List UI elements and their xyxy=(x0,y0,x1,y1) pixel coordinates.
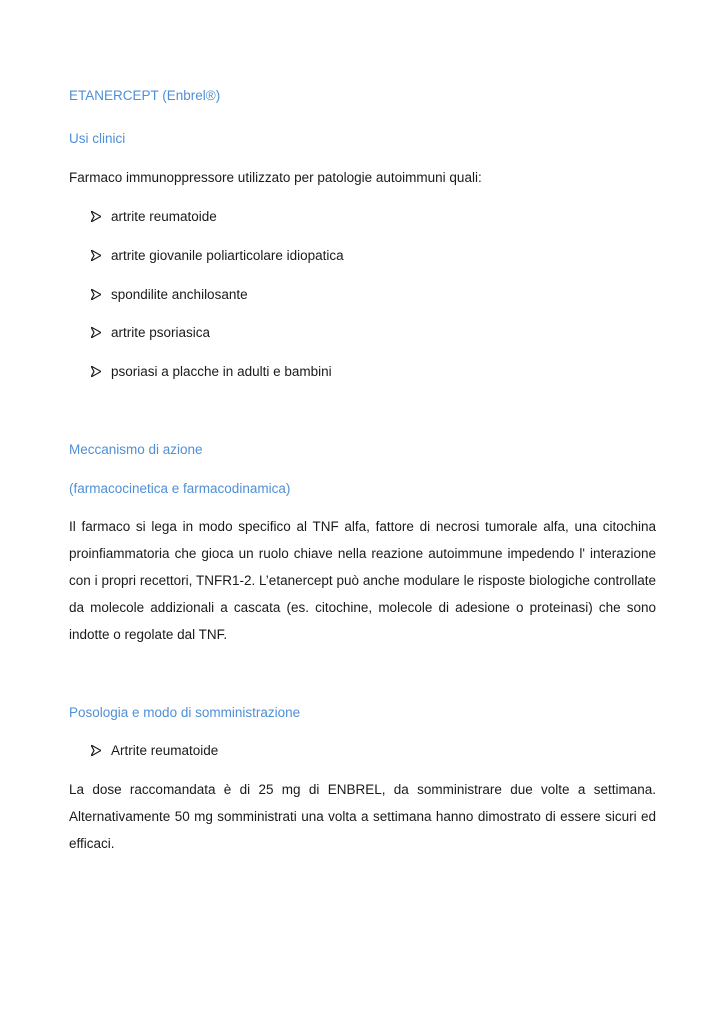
list-item xyxy=(91,287,248,303)
list-item-label: spondilite anchilosante xyxy=(111,287,248,302)
usi-clinici-intro: Farmaco immunoppressore utilizzato per patologie autoimmuni quali: xyxy=(69,170,482,185)
list-item xyxy=(91,743,218,759)
list-item xyxy=(91,325,210,341)
arrowhead-bullet-icon xyxy=(91,211,101,222)
list-item-label: artrite reumatoide xyxy=(111,209,217,224)
arrowhead-bullet-icon xyxy=(91,250,101,261)
paragraph-line: con i propri recettori, TNFR1-2. L’etanercept può anche modulare le risposte biologiche controllate xyxy=(69,573,656,588)
paragraph-line: La dose raccomandata è di 25 mg di ENBREL, da somministrare due volte a settimana. xyxy=(69,782,656,797)
list-item-label: psoriasi a placche in adulti e bambini xyxy=(111,364,332,379)
list-item-label: artrite psoriasica xyxy=(111,325,211,340)
paragraph-line: da molecole addizionali a cascata (es. citochine, molecole di adesione o proteinasi) che sono xyxy=(69,600,656,615)
paragraph-line: proinfiammatoria che gioca un ruolo chiave nella reazione autoimmune impedendo l' interazione xyxy=(69,546,656,561)
paragraph-line: Alternativamente 50 mg somministrati una volta a settimana hanno dimostrato di essere sicuri ed xyxy=(69,809,656,824)
list-item-label: Artrite reumatoide xyxy=(111,743,219,758)
section-heading-meccanismo: Meccanismo di azione xyxy=(69,442,203,457)
list-item-label: artrite giovanile poliarticolare idiopatica xyxy=(111,248,344,263)
paragraph-line: Il farmaco si lega in modo specifico al TNF alfa, fattore di necrosi tumorale alfa, una citochina xyxy=(69,519,656,534)
paragraph-line: efficaci. xyxy=(69,836,115,851)
meccanismo-paragraph xyxy=(69,513,656,648)
section-heading-usi-clinici: Usi clinici xyxy=(69,131,126,146)
arrowhead-bullet-icon xyxy=(91,327,101,338)
list-item xyxy=(91,364,332,380)
posologia-paragraph xyxy=(69,776,656,857)
document-title: ETANERCEPT (Enbrel®) xyxy=(69,88,221,103)
list-item xyxy=(91,248,344,264)
list-item xyxy=(91,209,217,225)
arrowhead-bullet-icon xyxy=(91,366,101,377)
arrowhead-bullet-icon xyxy=(91,289,101,300)
arrowhead-bullet-icon xyxy=(91,745,101,756)
section-heading-posologia: Posologia e modo di somministrazione xyxy=(69,705,301,720)
paragraph-line: indotte o regolate dal TNF. xyxy=(69,627,228,642)
section-subheading-meccanismo: (farmacocinetica e farmacodinamica) xyxy=(69,481,291,496)
